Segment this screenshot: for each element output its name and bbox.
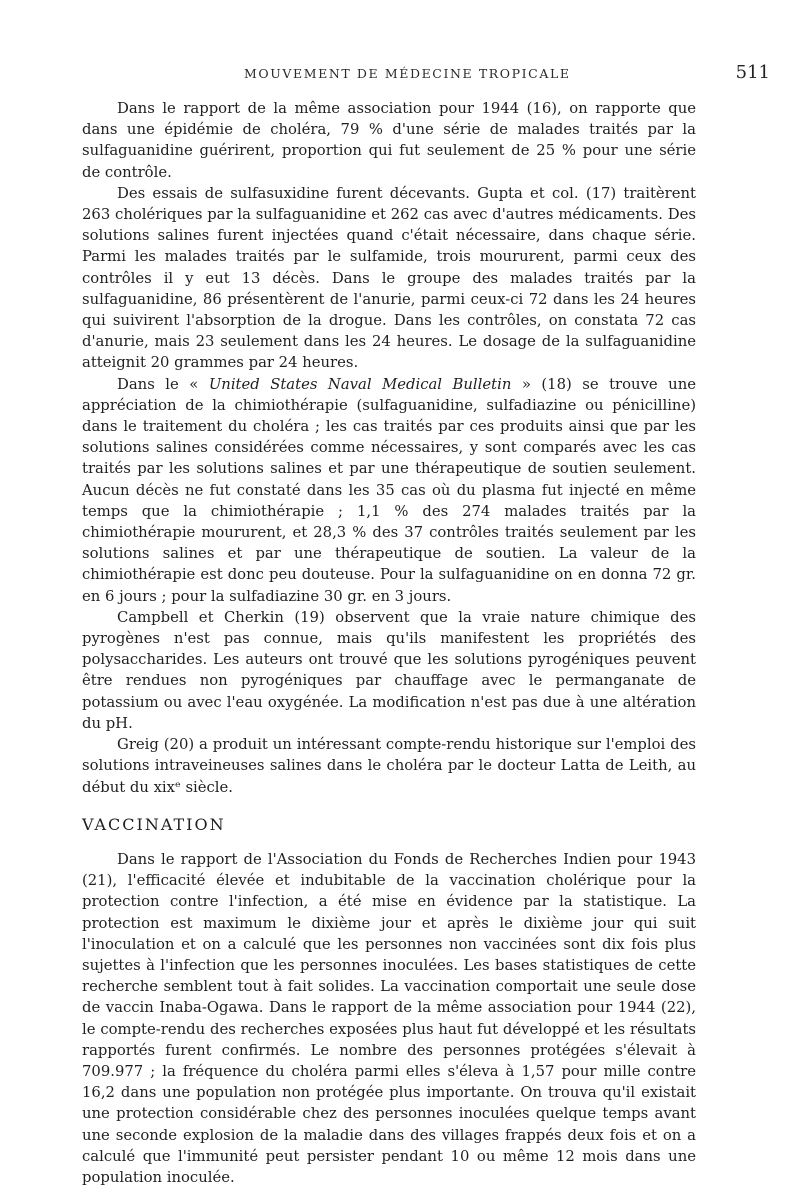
running-head: MOUVEMENT DE MÉDECINE TROPICALE [244, 66, 571, 81]
naval-before: Dans le « [117, 375, 209, 393]
paragraph-vaccination: Dans le rapport de l'Association du Fonds de Recherches Indien pour 1943 (21), l'efficacité élevée et indubitable de la vaccination cholérique pour la protection contre l'infection, a été mise en évidence par la statistique. La protection est maximum le dixième jour et après le dixième jour qui suit l'inoculation et on a calculé que les personnes non vaccinées sont dix fois plus sujettes à l'infection que les personnes inoculées. Les bases statistiques de cette recherche semblent tout à fait solides. La vaccination comportait une seule dose de vaccin Inaba-Ogawa. Dans le rapport de la même association pour 1944 (22), le compte-rendu des recherches exposées plus haut fut développé et les résultats rapportés furent confirmés. Le nombre des personnes protégées s'élevait à 709.977 ; la fréquence du choléra parmi elles s'éleva à 1,57 pour mille contre 16,2 dans une population non protégée plus importante. On trouva qu'il existait une protection considérable chez des personnes inoculées quelque temps avant une seconde explosion de la maladie dans des villages frappés deux fois et on a calculé que l'immunité peut persister pendant 10 ou même 12 mois dans une population inoculée. [82, 850, 696, 1186]
naval-bulletin-title: United States Naval Medical Bulletin [208, 375, 512, 393]
paragraph-naval-bulletin [82, 374, 696, 607]
body-text [82, 98, 696, 1188]
section-title-vaccination: VACCINATION [82, 814, 226, 834]
paragraph-gupta: Des essais de sulfasuxidine furent décevants. Gupta et col. (17) traitèrent 263 cholériques par la sulfaguanidine et 262 cas avec d'autres médicaments. Des solutions salines furent injectées quand c'était nécessaire, dans chaque série. Parmi les malades traités par le sulfamide, trois moururent, parmi ceux des contrôles il y eut 13 décès. Dans le groupe des malades traités par la sulfaguanidine, 86 présentèrent de l'anurie, parmi ceux-ci 72 dans les 24 heures qui suivirent l'absorption de la drogue. Dans les contrôles, on constata 72 cas d'anurie, mais 23 seulement dans les 24 heures. Le dosage de la sulfaguanidine atteignit 20 grammes par 24 heures. [82, 184, 696, 372]
page-number: 511 [735, 62, 770, 83]
page-header [82, 62, 770, 86]
naval-after: » (18) se trouve une appréciation de la chimiothérapie (sulfaguanidine, sulfadiazine ou pénicilline) dans le traitement du choléra ; les cas traités par ces produits ainsi que par les solutions salines considérées comme nécessaires, y sont comparés avec les cas traités par les solutions salines et par une thérapeutique de soutien seulement. Aucun décès ne fut constaté dans les 35 cas où du plasma fut injecté en même temps que la chimiothérapie ; 1,1 % des 274 malades traités par la chimiothérapie moururent, et 28,3 % des 37 contrôles traités seulement par les solutions salines et par une thérapeutique de soutien. La valeur de la chimiothérapie est donc peu douteuse. Pour la sulfaguanidine on en donna 72 gr. en 6 jours ; pour la sulfadiazine 30 gr. en 3 jours. [82, 375, 696, 605]
paragraph-campbell: Campbell et Cherkin (19) observent que la vraie nature chimique des pyrogènes n'est pas connue, mais qu'ils manifestent les propriétés des polysaccharides. Les auteurs ont trouvé que les solutions pyrogéniques peuvent être rendues non pyrogéniques par chauffage avec le permanganate de potassium ou avec l'eau oxygénée. La modification n'est pas due à une altération du pH. [82, 608, 696, 732]
paragraph-greig: Greig (20) a produit un intéressant compte-rendu historique sur l'emploi des solutions intraveineuses salines dans le choléra par le docteur Latta de Leith, au début du xixᵉ siècle. [82, 736, 696, 796]
paragraph-sulfaguanidine-1944: Dans le rapport de la même association pour 1944 (16), on rapporte que dans une épidémie de choléra, 79 % d'une série de malades traités par la sulfaguanidine guérirent, proportion qui fut seulement de 25 % pour une série de contrôle. [82, 100, 696, 181]
